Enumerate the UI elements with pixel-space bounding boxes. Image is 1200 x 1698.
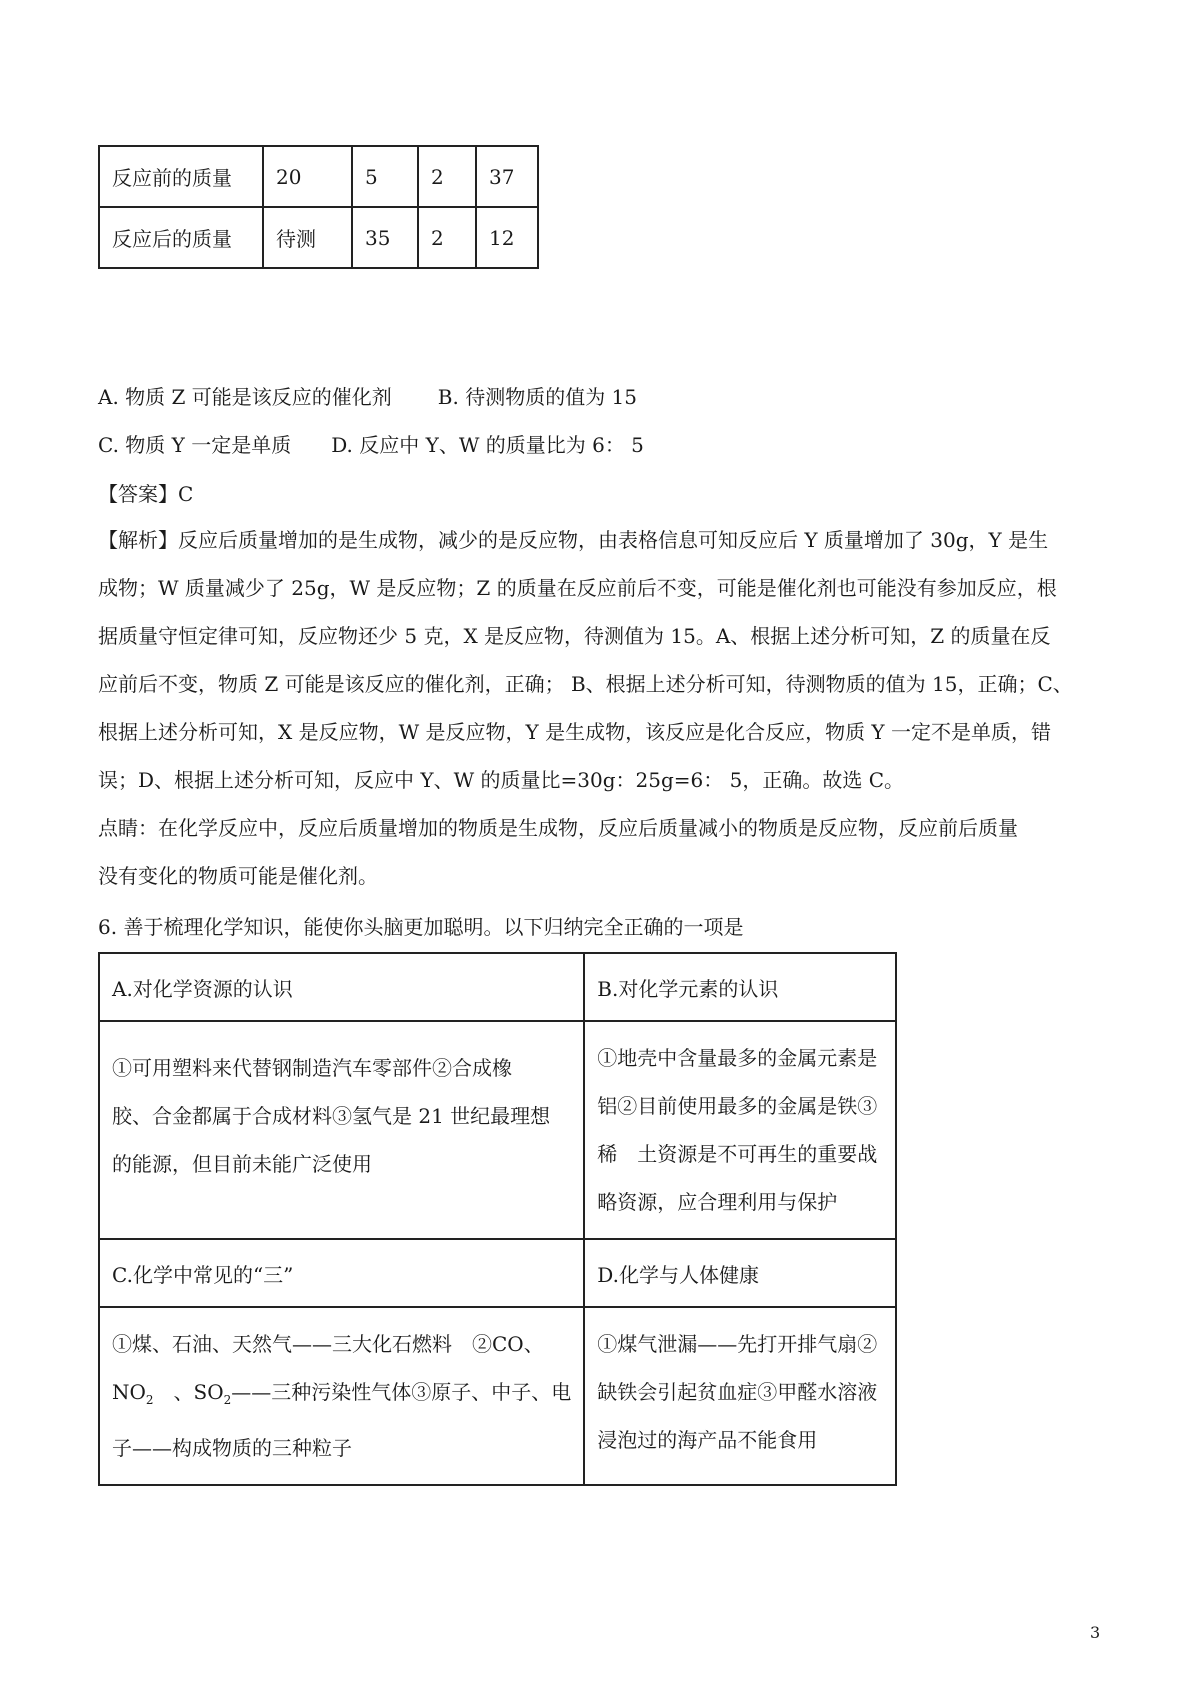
- table-row: [99, 146, 538, 207]
- cell-c-body: [99, 1307, 584, 1485]
- analysis-line: 误；D、根据上述分析可知，反应中 Y、W 的质量比=30g：25g=6： 5，正确。故选 C。: [98, 768, 904, 792]
- cell-line: 的能源，但目前未能广泛使用: [112, 1152, 372, 1176]
- table-cell: 2: [418, 207, 476, 268]
- page-number: 3: [1090, 1623, 1101, 1642]
- analysis-line: 点睛：在化学反应中，反应后质量增加的物质是生成物，反应后质量减小的物质是反应物，反应前后质量: [98, 816, 1018, 840]
- answer: 【答案】C: [98, 482, 194, 506]
- cell-line: ①煤气泄漏——先打开排气扇②: [597, 1332, 878, 1356]
- table-row: [99, 207, 538, 268]
- table-row: [99, 953, 896, 1021]
- cell-line: 铝②目前使用最多的金属是铁③: [597, 1094, 878, 1118]
- cell-b-head: B.对化学元素的认识: [584, 953, 896, 1021]
- analysis: [98, 516, 1098, 900]
- option-d: D. 反应中 Y、W 的质量比为 6： 5: [331, 433, 644, 457]
- row-label: 反应前的质量: [99, 146, 263, 207]
- cell-line: ①地壳中含量最多的金属元素是: [597, 1046, 878, 1070]
- table-cell: 12: [476, 207, 538, 268]
- cell-line: [112, 1368, 571, 1424]
- cell-a-head: A.对化学资源的认识: [99, 953, 584, 1021]
- table-row: [99, 1021, 896, 1239]
- mass-table: [98, 145, 539, 269]
- options-line-ab: [98, 382, 637, 412]
- options-table: [98, 952, 897, 1486]
- table-cell: 待测: [263, 207, 352, 268]
- table-cell: 2: [418, 146, 476, 207]
- analysis-line: 根据上述分析可知，X 是反应物，W 是反应物，Y 是生成物，该反应是化合反应，物质 Y 一定不是单质，错: [98, 720, 1051, 744]
- option-b: B. 待测物质的值为 15: [437, 385, 637, 409]
- formula-text: 、SO: [153, 1380, 224, 1404]
- cell-a-body: [99, 1021, 584, 1239]
- cell-line: 子——构成物质的三种粒子: [112, 1436, 352, 1460]
- options-line-cd: [98, 430, 644, 460]
- table-cell: 20: [263, 146, 352, 207]
- cell-line: ①煤、石油、天然气——三大化石燃料 ②CO、: [112, 1332, 544, 1356]
- table-cell: 5: [352, 146, 418, 207]
- cell-line: 胶、合金都属于合成材料③氢气是 21 世纪最理想: [112, 1104, 551, 1128]
- cell-line: 略资源，应合理利用与保护: [597, 1190, 838, 1214]
- formula-text: NO: [112, 1380, 146, 1404]
- analysis-line: 没有变化的物质可能是催化剂。: [98, 864, 378, 888]
- cell-b-body: [584, 1021, 896, 1239]
- cell-line: 稀 土资源是不可再生的重要战: [597, 1142, 878, 1166]
- cell-line: 浸泡过的海产品不能食用: [597, 1428, 818, 1452]
- analysis-line: 【解析】反应后质量增加的是生成物，减少的是反应物，由表格信息可知反应后 Y 质量增加了 30g，Y 是生: [98, 528, 1049, 552]
- cell-line: ①可用塑料来代替钢制造汽车零部件②合成橡: [112, 1056, 512, 1080]
- row-label: 反应后的质量: [99, 207, 263, 268]
- cell-line: 缺铁会引起贫血症③甲醛水溶液: [597, 1380, 878, 1404]
- analysis-line: 成物；W 质量减少了 25g，W 是反应物；Z 的质量在反应前后不变，可能是催化剂也可能没有参加反应，根: [98, 576, 1057, 600]
- formula-text: ——三种污染性气体③原子、中子、电: [231, 1380, 572, 1404]
- cell-d-body: [584, 1307, 896, 1485]
- question-6-stem: 6. 善于梳理化学知识，能使你头脑更加聪明。以下归纳完全正确的一项是: [98, 915, 744, 939]
- table-row: [99, 1307, 896, 1485]
- option-c: C. 物质 Y 一定是单质: [98, 433, 292, 457]
- analysis-line: 据质量守恒定律可知，反应物还少 5 克，X 是反应物，待测值为 15。A、根据上述分析可知，Z 的质量在反: [98, 624, 1051, 648]
- cell-d-head: D.化学与人体健康: [584, 1239, 896, 1307]
- option-a: A. 物质 Z 可能是该反应的催化剂: [98, 385, 392, 409]
- table-row: [99, 1239, 896, 1307]
- subscript: 2: [145, 1393, 154, 1407]
- table-cell: 35: [352, 207, 418, 268]
- subscript: 2: [223, 1393, 232, 1407]
- table-cell: 37: [476, 146, 538, 207]
- cell-c-head: C.化学中常见的“三”: [99, 1239, 584, 1307]
- analysis-line: 应前后不变，物质 Z 可能是该反应的催化剂，正确； B、根据上述分析可知，待测物质的值为 15，正确；C、: [98, 672, 1073, 696]
